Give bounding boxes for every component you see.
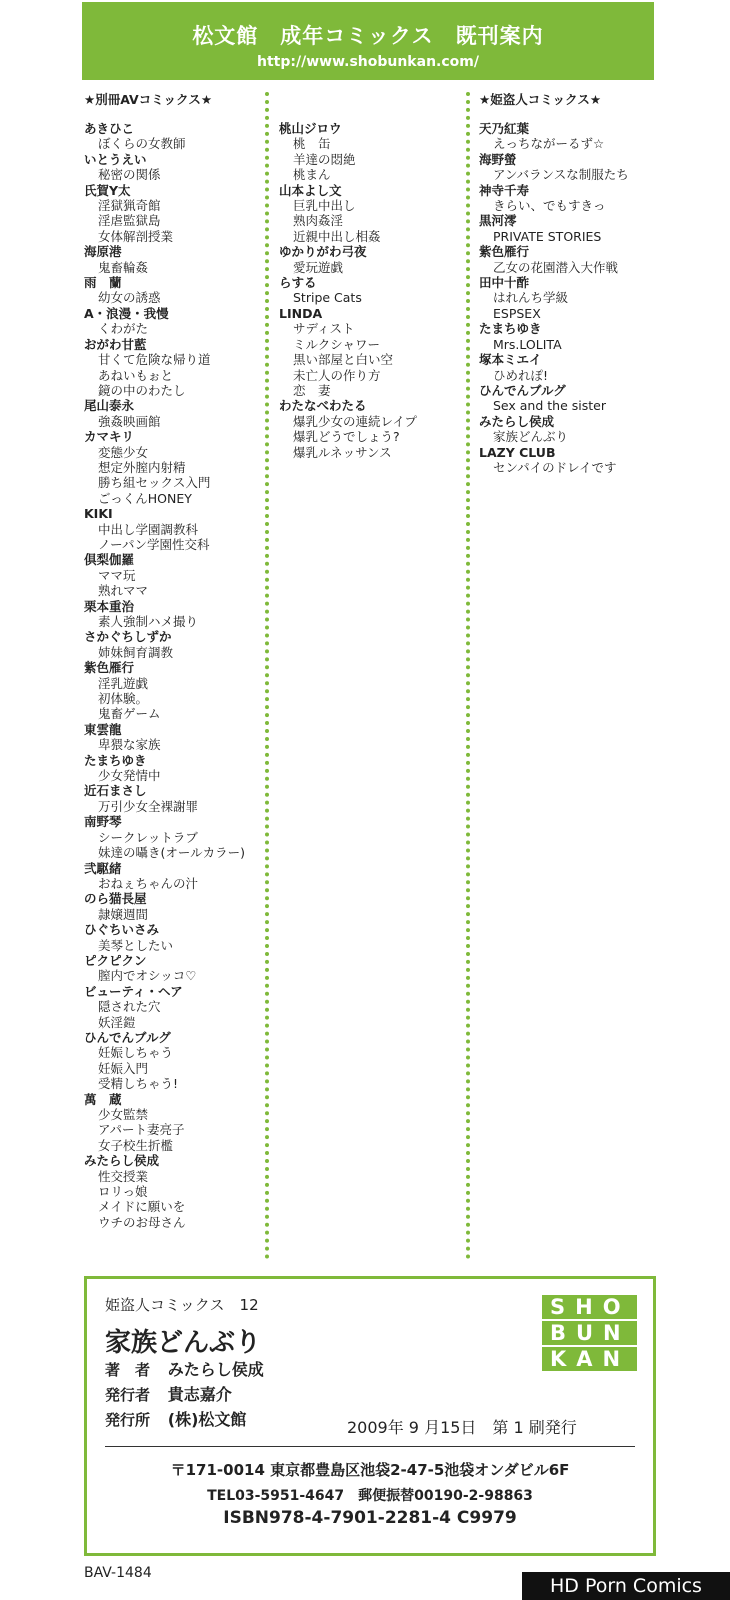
office-line — [105, 1407, 246, 1430]
book-title-item: 鬼畜輪姦 — [98, 259, 149, 275]
book-title-item: 羊達の悶絶 — [293, 151, 356, 167]
header-banner — [82, 2, 654, 80]
book-title-item: 姉妹飼育調教 — [98, 644, 174, 660]
book-title-item: 淫乳遊戯 — [98, 675, 149, 691]
book-title-item: 妖淫鎧 — [98, 1014, 136, 1030]
author-name: 田中十酢 — [479, 275, 530, 291]
book-title-item: 想定外膣内射精 — [98, 459, 186, 475]
author-name: 神寺千寿 — [479, 182, 530, 198]
author-name: 桃山ジロウ — [279, 121, 342, 136]
author-name: 近石まさし — [84, 783, 147, 799]
book-title-item: 妊娠しちゃう — [98, 1045, 174, 1061]
book-title-item: 少女監禁 — [98, 1107, 149, 1122]
book-title-item: ESPSEX — [493, 305, 541, 321]
author-name: 尾山泰永 — [84, 398, 135, 414]
book-title-item: ミルクシャワー — [293, 336, 381, 352]
book-title-item: センパイのドレイです — [493, 459, 617, 475]
book-title-item: 熟肉姦淫 — [293, 213, 344, 229]
author-name: のら猫長屋 — [84, 891, 147, 907]
divider — [105, 1446, 635, 1447]
header-url[interactable]: http://www.shobunkan.com/ — [257, 54, 479, 70]
address: 〒171-0014 東京都豊島区池袋2-47-5池袋オンダビル6F — [170, 1461, 570, 1479]
author-name: ひぐちいさみ — [84, 922, 160, 938]
office-label: 発行所 — [105, 1411, 151, 1429]
column-heading: ★別冊AVコミックス★ — [84, 92, 213, 107]
book-title-item: 鬼畜ゲーム — [98, 706, 161, 722]
author-name: みたらし侯成 — [167, 1360, 264, 1379]
book-title-item: 中出し学園調教科 — [98, 521, 199, 537]
author-name: 萬 蔵 — [84, 1091, 122, 1107]
author-name: LAZY CLUB — [479, 444, 556, 460]
author-name: ビューティ・ヘア — [84, 983, 183, 999]
book-title-item: ひめれぽ! — [493, 367, 549, 383]
book-title-item: 甘くて危険な帰り道 — [98, 352, 211, 368]
book-title-item: Stripe Cats — [293, 290, 362, 306]
office-name: (株)松文館 — [167, 1410, 247, 1429]
series-label: 姫盗人コミックス 12 — [105, 1296, 259, 1314]
author-name: 海原港 — [84, 244, 122, 260]
book-title-item: アパート妻亮子 — [98, 1122, 185, 1138]
book-title-item: 少女発情中 — [98, 768, 161, 784]
publisher-name: 貴志嘉介 — [167, 1385, 232, 1404]
book-title-item: 黒い部屋と白い空 — [293, 352, 394, 368]
author-name: 南野琴 — [84, 814, 122, 830]
author-name: さかぐちしずか — [84, 629, 172, 645]
author-name: ピクピクン — [84, 952, 147, 968]
author-name: 紫色雁行 — [84, 660, 135, 676]
author-name: らする — [279, 275, 317, 291]
book-title-item: PRIVATE STORIES — [493, 228, 602, 244]
author-name: 山本よし文 — [279, 182, 342, 198]
book-title-item: はれんち学級 — [493, 290, 569, 306]
book-title-item: 未亡人の作り方 — [293, 367, 381, 383]
catalog-list — [279, 121, 459, 460]
isbn: ISBN978-4-7901-2281-4 C9979 — [223, 1508, 517, 1528]
book-title-item: アンバランスな制服たち — [493, 167, 629, 183]
book-title-item: 桃 缶 — [293, 136, 331, 152]
book-title-item: おねぇちゃんの汁 — [98, 875, 199, 891]
author-name: 黒河澪 — [479, 213, 517, 229]
author-name: おがわ甘藍 — [84, 336, 147, 352]
book-title-item: 勝ち組セックス入門 — [98, 475, 211, 491]
colophon-box — [84, 1276, 656, 1556]
book-title-item: 素人強制ハメ撮り — [98, 614, 199, 629]
author-name: ひんでんブルグ — [84, 1029, 171, 1045]
book-title-item: きらい、でもすきっ — [493, 198, 606, 214]
watermark: HD Porn Comics — [522, 1572, 730, 1600]
author-name: A・浪漫・我慢 — [84, 305, 169, 321]
book-title-item: 乙女の花園潜入大作戦 — [493, 259, 619, 275]
author-name: 東雲龍 — [84, 721, 122, 737]
book-title-item: 隷嬢週間 — [98, 906, 149, 922]
book-title-item: あねいもぉと — [98, 367, 174, 383]
book-title-item: 爆乳ルネッサンス — [293, 444, 392, 460]
book-title: 家族どんぶり — [105, 1328, 262, 1358]
book-title-item: 妹達の囁き(オールカラー) — [98, 845, 246, 861]
book-title-item: 鏡の中のわたし — [98, 382, 186, 398]
catalog-list — [479, 121, 679, 475]
author-name: ひんでんブルグ — [479, 382, 566, 398]
author-name: LINDA — [279, 305, 323, 321]
publisher-line — [105, 1382, 232, 1405]
column-divider — [265, 92, 269, 1260]
book-title-item: 爆乳少女の連続レイプ — [293, 413, 418, 429]
book-title-item: ウチのお母さん — [98, 1214, 186, 1230]
book-title-item: えっちながーるず☆ — [493, 136, 605, 152]
book-title-item: 爆乳どうでしょう? — [293, 429, 400, 445]
book-title-item: 初体験。 — [98, 691, 149, 707]
book-title-item: Mrs.LOLITA — [493, 336, 562, 352]
book-title-item: 熟れママ — [98, 583, 149, 599]
author-name: 栗本重治 — [84, 598, 135, 614]
author-name: ゆかりがわ弓夜 — [279, 244, 367, 260]
author-name: みたらし侯成 — [479, 413, 555, 429]
author-name: たまちゆき — [84, 752, 147, 768]
publication-date: 2009年 9 月15日 第 1 刷発行 — [347, 1418, 577, 1437]
author-name: 氏賀Y太 — [84, 182, 131, 198]
book-title-item: 膣内でオシッコ♡ — [98, 968, 197, 984]
author-name: あきひこ — [84, 121, 135, 136]
author-line — [105, 1357, 264, 1380]
book-title-item: 淫虐監獄島 — [98, 213, 161, 229]
book-title-item: 万引少女全裸謝罪 — [98, 798, 199, 814]
book-title-item: 女体解剖授業 — [98, 228, 174, 244]
author-label: 著 者 — [105, 1361, 151, 1379]
book-title-item: 美琴としたい — [98, 937, 174, 953]
book-title-item: 近親中出し相姦 — [293, 228, 381, 244]
column-divider — [466, 92, 470, 1260]
book-title-item: ノーパン学園性交科 — [98, 536, 210, 552]
phone: TEL03-5951-4647 郵便振替00190-2-98863 — [207, 1488, 533, 1504]
book-title-item: 妊娠入門 — [98, 1060, 149, 1076]
author-name: 倶梨伽羅 — [84, 552, 135, 568]
catalog-column-2 — [279, 121, 459, 460]
book-title-item: サディスト — [293, 321, 355, 337]
book-title-item: 受精しちゃう! — [98, 1076, 179, 1092]
author-name: 海野螢 — [479, 151, 517, 167]
catalog-column-3 — [479, 90, 679, 475]
book-title-item: 幼女の誘惑 — [98, 290, 161, 306]
logo-row: SHO — [542, 1295, 637, 1319]
book-title-item: 巨乳中出し — [293, 198, 356, 214]
author-name: いとうえい — [84, 151, 147, 167]
book-title-item: 桃まん — [293, 167, 331, 183]
book-title-item: 淫獄猟奇館 — [98, 198, 161, 214]
catalog-list — [84, 121, 264, 1230]
book-title-item: 卑猥な家族 — [98, 737, 161, 753]
author-name: カマキリ — [84, 429, 135, 445]
author-name: 塚本ミエイ — [479, 352, 542, 368]
publisher-label: 発行者 — [105, 1386, 151, 1404]
header-title: 松文館 成年コミックス 既刊案内 — [192, 24, 544, 48]
author-name: たまちゆき — [479, 321, 542, 337]
book-title-item: 性交授業 — [98, 1168, 149, 1184]
book-title-item: 愛玩遊戯 — [293, 259, 344, 275]
shobunkan-logo — [542, 1295, 637, 1373]
book-title-item: くわがた — [98, 321, 149, 337]
author-name: わたなべわたる — [279, 398, 367, 414]
logo-row: BUN — [542, 1321, 637, 1345]
book-title-item: 変態少女 — [98, 444, 149, 460]
book-title-item: 隠された穴 — [98, 999, 161, 1015]
author-name: みたらし侯成 — [84, 1153, 160, 1169]
book-title-item: 女子校生折檻 — [98, 1137, 174, 1153]
author-name: 弐駆緒 — [84, 860, 122, 876]
book-title-item: ごっくんHONEY — [98, 490, 192, 506]
book-title-item: 強姦映画館 — [98, 413, 161, 429]
book-title-item: シークレットラブ — [98, 829, 198, 845]
author-name: 雨 蘭 — [84, 275, 122, 291]
product-code: BAV-1484 — [84, 1565, 152, 1581]
logo-row: KAN — [542, 1347, 637, 1371]
book-title-item: 恋 妻 — [293, 382, 331, 398]
author-name: 紫色雁行 — [479, 244, 530, 260]
book-title-item: Sex and the sister — [493, 398, 606, 414]
book-title-item: メイドに願いを — [98, 1199, 186, 1215]
author-name: 天乃紅葉 — [479, 121, 530, 136]
book-title-item: 家族どんぶり — [493, 429, 569, 445]
column-heading: ★姫盗人コミックス★ — [479, 92, 602, 107]
book-title-item: ママ玩 — [98, 567, 136, 583]
book-title-item: 秘密の関係 — [98, 167, 161, 183]
book-title-item: ロリっ娘 — [98, 1184, 148, 1200]
catalog-column-1 — [84, 90, 264, 1230]
author-name: KIKI — [84, 506, 113, 522]
book-title-item: ぼくらの女教師 — [98, 136, 186, 152]
